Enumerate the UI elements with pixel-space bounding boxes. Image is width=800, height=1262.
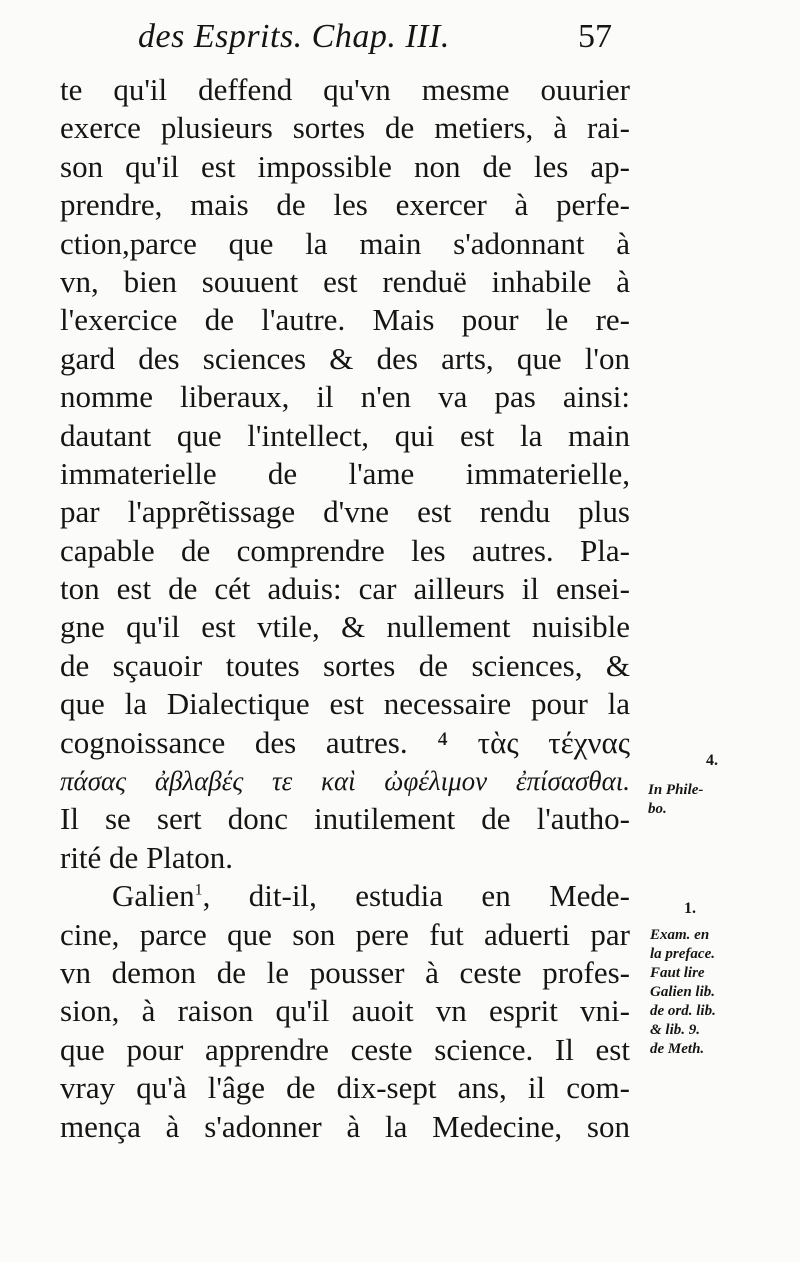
running-title: des Esprits. Chap. III. [138, 18, 450, 55]
greek-quotation-line: πάσας ἀβλαβές τε καὶ ὠφέλιμον ἐπίσασθαι. [60, 766, 630, 797]
paragraph-first-word: Galien [112, 878, 195, 914]
margin-note-galien [650, 926, 716, 1059]
text-line: nomme liberaux, il n'en va pas ainsi: [60, 379, 630, 415]
text-line: Il se sert donc inutilement de l'autho- [60, 801, 630, 837]
margin-note-line: bo. [648, 801, 667, 817]
margin-note-line: de ord. lib. [650, 1003, 716, 1019]
text-line: ction,parce que la main s'adonnant à [60, 225, 630, 261]
margin-note-line: la preface. [650, 946, 715, 962]
paragraph-first-line-rest: , dit-il, estudia en Mede- [202, 878, 630, 914]
paragraph-first-line [60, 877, 630, 915]
page-number: 57 [578, 18, 612, 55]
margin-note-line: Exam. en [650, 927, 710, 943]
text-line: l'exercice de l'autre. Mais pour le re- [60, 302, 630, 338]
margin-note-number: 1. [684, 900, 696, 917]
text-line: vray qu'à l'âge de dix-sept ans, il com- [60, 1070, 630, 1106]
text-line: prendre, mais de les exercer à perfe- [60, 187, 630, 223]
footnote-marker: 1 [194, 881, 203, 899]
text-line: de sçauoir toutes sortes de sciences, & [60, 647, 630, 683]
text-line: exerce plusieurs sortes de metiers, à rai- [60, 110, 630, 146]
text-line: gne qu'il est vtile, & nullement nuisible [60, 609, 630, 645]
margin-note-line: Galien lib. [650, 984, 716, 1000]
text-line: dautant que l'intellect, qui est la main [60, 417, 630, 453]
text-line: capable de comprendre les autres. Pla- [60, 532, 630, 568]
text-line: cine, parce que son pere fut aduerti par [60, 916, 630, 952]
text-line: gard des sciences & des arts, que l'on [60, 340, 630, 376]
margin-note-number: 4. [706, 752, 718, 769]
text-line: que la Dialectique est necessaire pour la [60, 686, 630, 722]
text-line: son qu'il est impossible non de les ap- [60, 148, 630, 184]
text-line: rité de Platon. [60, 839, 234, 875]
margin-note-line: & lib. 9. [650, 1022, 701, 1038]
text-line: sion, à raison qu'il auoit vn esprit vni- [60, 993, 630, 1029]
text-line: immaterielle de l'ame immaterielle, [60, 455, 630, 491]
main-text [60, 71, 630, 1146]
text-line: vn demon de le pousser à ceste profes- [60, 954, 630, 990]
margin-note-philebus [648, 781, 703, 819]
margin-note-line: In Phile- [648, 782, 704, 798]
text-line: ton est de cét aduis: car ailleurs il ensei- [60, 571, 630, 607]
margin-note-line: Faut lire [650, 965, 705, 981]
margin-note-line: de Meth. [650, 1041, 705, 1057]
text-line: que pour apprendre ceste science. Il est [60, 1031, 630, 1067]
text-line: te qu'il deffend qu'vn mesme ouurier [60, 72, 630, 107]
running-header [0, 16, 800, 66]
text-line: vn, bien souuent est renduë inhabile à [60, 263, 630, 299]
text-line: mença à s'adonner à la Medecine, son [60, 1108, 630, 1144]
text-line: par l'apprẽtissage d'vne est rendu plus [60, 494, 630, 530]
text-line: cognoissance des autres. ⁴ τὰς τέχνας [60, 724, 630, 760]
